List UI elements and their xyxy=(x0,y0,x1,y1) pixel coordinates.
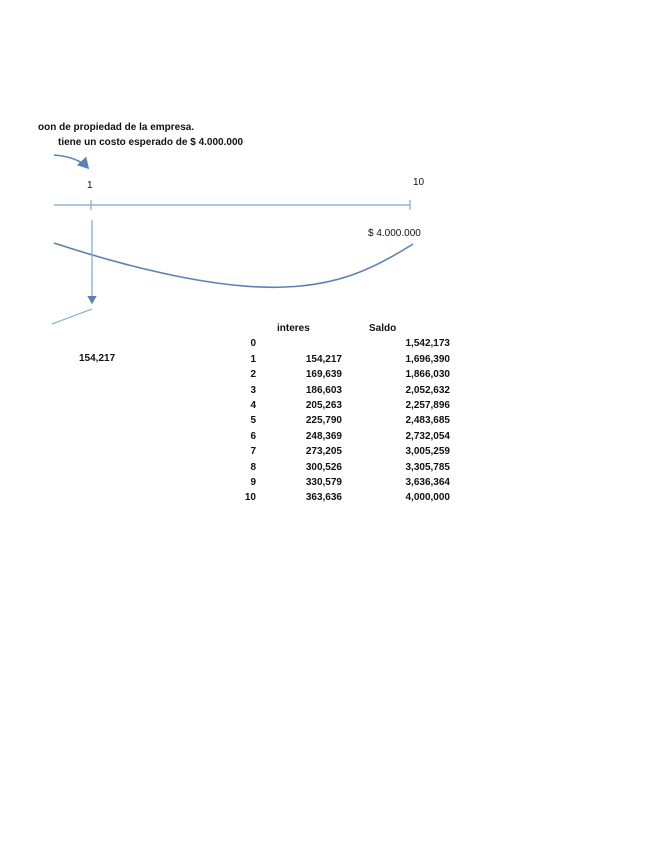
interes-cell: 186,603 xyxy=(305,384,342,396)
saldo-cell: 4,000,000 xyxy=(405,492,450,504)
future-value-label: $ 4.000.000 xyxy=(368,228,421,239)
saldo-cell: 2,483,685 xyxy=(405,415,450,427)
table-row xyxy=(238,367,450,382)
header-interes: interes xyxy=(277,323,310,334)
period-cell: 3 xyxy=(250,384,256,396)
period-cell: 7 xyxy=(250,446,256,458)
saldo-cell: 1,696,390 xyxy=(405,353,450,365)
saldo-cell: 3,636,364 xyxy=(405,477,450,489)
header-saldo: Saldo xyxy=(369,323,397,334)
saldo-cell: 3,305,785 xyxy=(405,461,450,473)
interes-cell: 363,636 xyxy=(305,492,342,504)
table-row xyxy=(238,398,450,413)
table-row xyxy=(238,413,450,428)
table-row xyxy=(238,352,450,367)
growth-curve xyxy=(54,243,413,287)
period-cell: 8 xyxy=(250,461,256,473)
interes-cell: 330,579 xyxy=(305,477,342,489)
interes-cell: 248,369 xyxy=(305,430,342,442)
description-line-1: oon de propiedad de la empresa. xyxy=(38,122,195,133)
period-cell: 4 xyxy=(250,400,256,412)
table-row xyxy=(238,444,450,459)
period-cell: 1 xyxy=(250,353,256,365)
interes-cell: 154,217 xyxy=(305,353,342,365)
table-row xyxy=(238,336,450,351)
saldo-cell: 2,257,896 xyxy=(405,400,450,412)
table-header-row xyxy=(238,321,450,336)
interes-cell: 300,526 xyxy=(305,461,342,473)
saldo-cell: 1,542,173 xyxy=(405,338,450,350)
interes-cell: 225,790 xyxy=(305,415,342,427)
period-cell: 6 xyxy=(250,430,256,442)
header-period xyxy=(238,321,256,336)
table-row xyxy=(238,383,450,398)
payment-connector xyxy=(52,309,92,324)
interes-cell: 273,205 xyxy=(305,446,342,458)
amortization-table xyxy=(238,321,450,506)
period-cell: 0 xyxy=(250,338,256,350)
table-row xyxy=(238,460,450,475)
interes-cell xyxy=(256,336,342,351)
pointer-arrow xyxy=(54,155,88,168)
interes-cell: 169,639 xyxy=(305,369,342,381)
table-row xyxy=(238,475,450,490)
interes-cell: 205,263 xyxy=(305,400,342,412)
side-value: 154,217 xyxy=(79,353,116,364)
period-cell: 9 xyxy=(250,477,256,489)
description-line-2: tiene un costo esperado de $ 4.000.000 xyxy=(58,137,244,148)
table-row xyxy=(238,429,450,444)
saldo-cell: 2,052,632 xyxy=(405,384,450,396)
saldo-cell: 2,732,054 xyxy=(405,430,450,442)
axis-label-start: 1 xyxy=(87,180,93,191)
saldo-cell: 3,005,259 xyxy=(405,446,450,458)
saldo-cell: 1,866,030 xyxy=(405,369,450,381)
period-cell: 2 xyxy=(250,369,256,381)
period-cell: 10 xyxy=(244,492,256,504)
axis-label-end: 10 xyxy=(413,177,425,188)
table-row xyxy=(238,490,450,505)
period-cell: 5 xyxy=(250,415,256,427)
